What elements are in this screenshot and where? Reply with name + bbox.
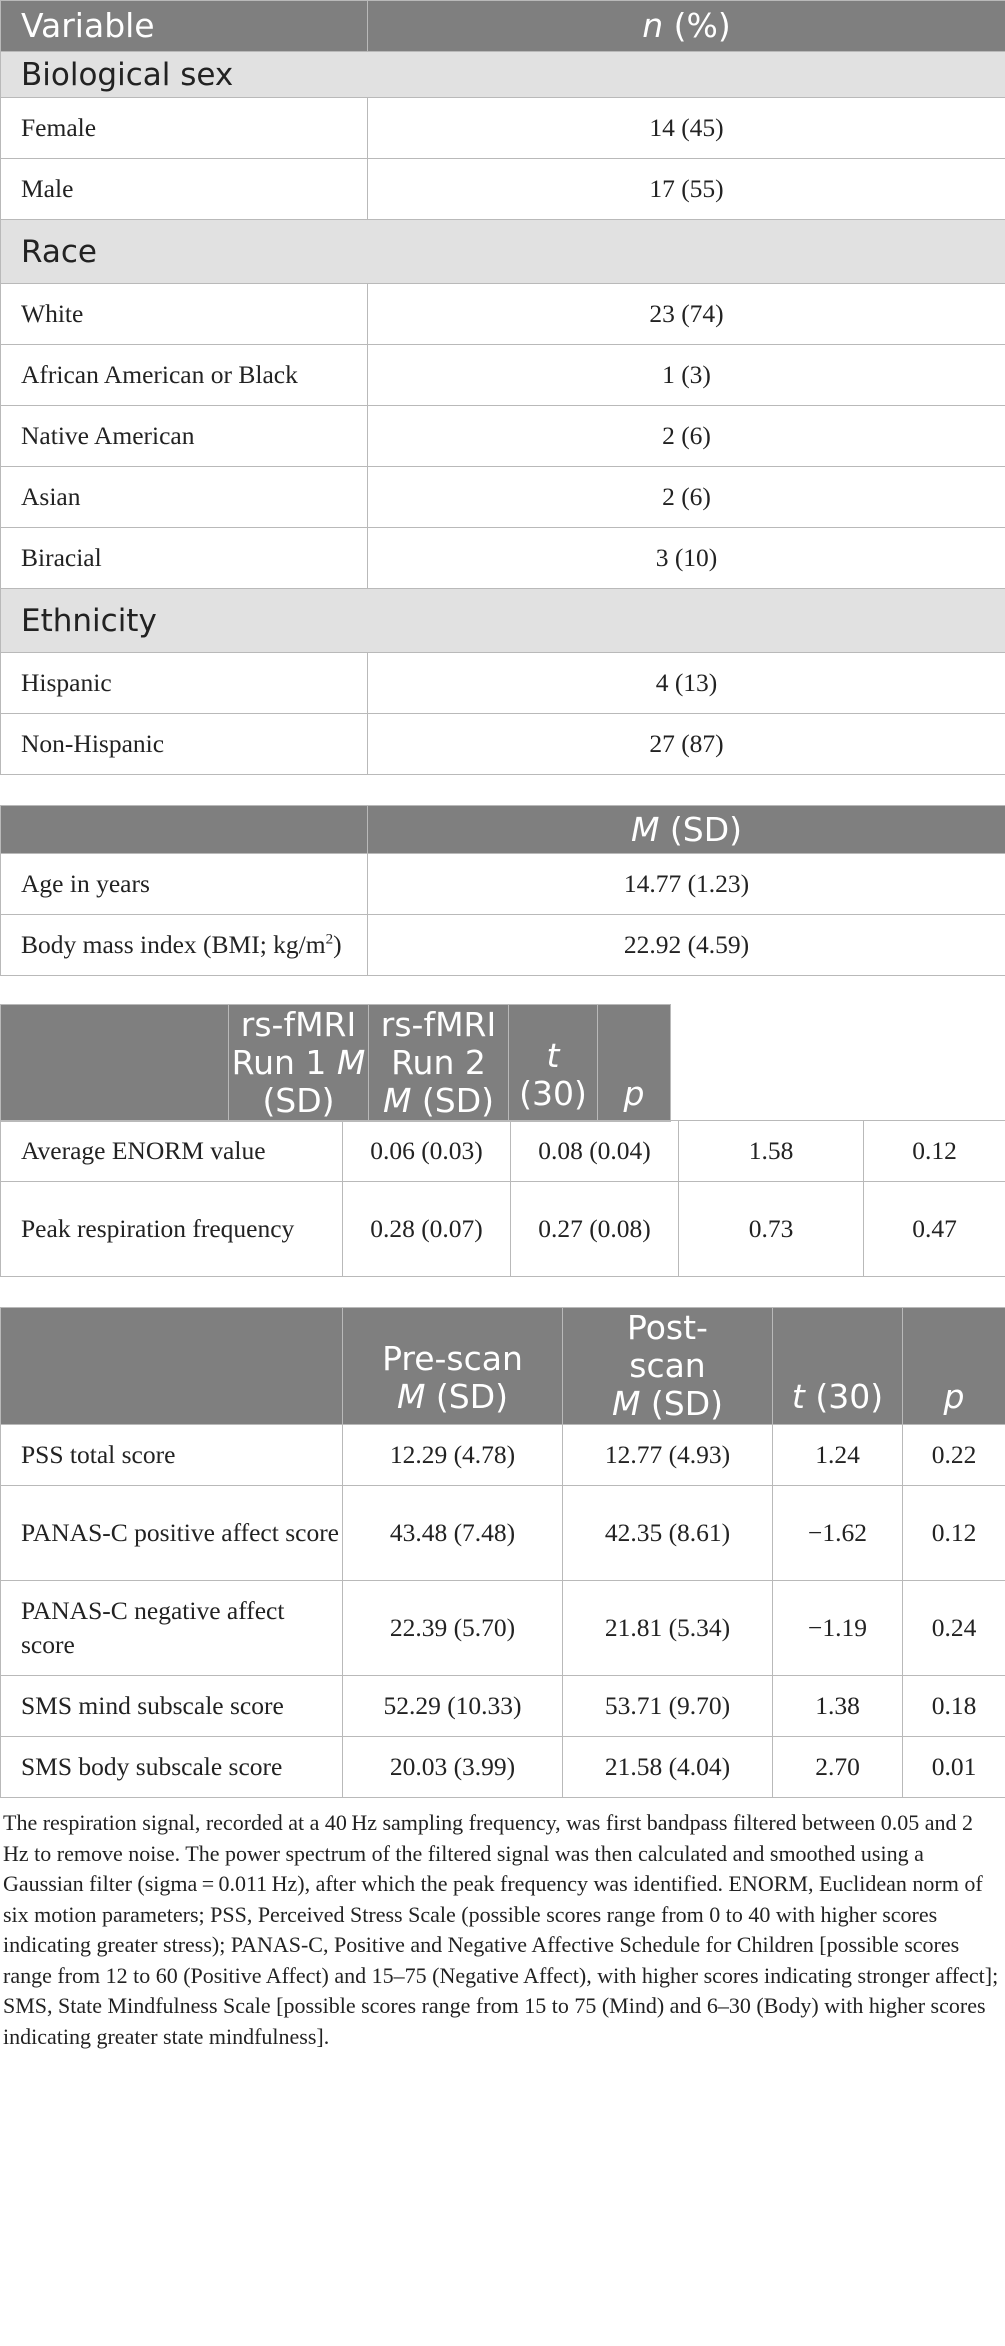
p-value: 0.24 (903, 1581, 1005, 1676)
motion-table-body (0, 1004, 1005, 1122)
pre-value: 12.29 (4.78) (343, 1425, 563, 1486)
row-label: PANAS-C negative affect score (1, 1581, 343, 1676)
post-value: 21.81 (5.34) (563, 1581, 773, 1676)
row-value: 14 (45) (368, 98, 1005, 159)
pre-scan-header: Pre-scan M (SD) (343, 1308, 563, 1425)
table-row (1, 854, 1005, 915)
table-row (1, 284, 1005, 345)
row-value: 14.77 (1.23) (368, 854, 1005, 915)
n-percent-header: n (%) (368, 1, 1005, 52)
p-header: p (598, 1005, 671, 1122)
section-title: Biological sex (1, 52, 1005, 98)
run1-header: rs-fMRI Run 1 M (SD) (229, 1005, 369, 1122)
motion-rows (0, 1120, 1005, 1277)
p-value: 0.18 (903, 1676, 1005, 1737)
table-row (1, 1581, 1005, 1676)
row-label: White (1, 284, 368, 345)
row-label: SMS mind subscale score (1, 1676, 343, 1737)
p-value: 0.22 (903, 1425, 1005, 1486)
pre-value: 52.29 (10.33) (343, 1676, 563, 1737)
table-row (1, 1486, 1005, 1581)
header-row (1, 1308, 1005, 1425)
mean-sd-header: M (SD) (368, 806, 1005, 854)
pre-value: 22.39 (5.70) (343, 1581, 563, 1676)
post-value: 21.58 (4.04) (563, 1737, 773, 1798)
t-value: 0.73 (679, 1182, 864, 1277)
p-header: p (903, 1308, 1005, 1425)
table-row (1, 1425, 1005, 1486)
table-row (1, 345, 1005, 406)
row-label: Female (1, 98, 368, 159)
row-value: 22.92 (4.59) (368, 915, 1005, 976)
table-spacer (0, 775, 1005, 805)
run1-value: 0.28 (0.07) (343, 1182, 511, 1277)
table-row (1, 159, 1005, 220)
row-value: 3 (10) (368, 528, 1005, 589)
table-row (1, 406, 1005, 467)
scores-table (0, 1307, 1005, 1798)
row-value: 2 (6) (368, 406, 1005, 467)
run1-value: 0.06 (0.03) (343, 1121, 511, 1182)
header-row (1, 1, 1005, 52)
t-header: t (30) (509, 1005, 598, 1122)
row-value: 1 (3) (368, 345, 1005, 406)
p-value: 0.47 (864, 1182, 1005, 1277)
header-row (1, 1005, 1005, 1122)
table-row (1, 714, 1005, 775)
section-row (1, 52, 1005, 98)
post-value: 42.35 (8.61) (563, 1486, 773, 1581)
row-value: 27 (87) (368, 714, 1005, 775)
t-value: 1.24 (773, 1425, 903, 1486)
row-label: Non-Hispanic (1, 714, 368, 775)
row-label: African American or Black (1, 345, 368, 406)
row-label: PSS total score (1, 1425, 343, 1486)
t-value: 1.38 (773, 1676, 903, 1737)
row-value: 23 (74) (368, 284, 1005, 345)
pre-value: 43.48 (7.48) (343, 1486, 563, 1581)
table-row (1, 1737, 1005, 1798)
row-value: 4 (13) (368, 653, 1005, 714)
t-value: −1.19 (773, 1581, 903, 1676)
anthropometrics-table (0, 805, 1005, 976)
run2-value: 0.08 (0.04) (511, 1121, 679, 1182)
demographics-table (0, 0, 1005, 775)
p-value: 0.12 (903, 1486, 1005, 1581)
table-row (1, 915, 1005, 976)
run2-value: 0.27 (0.08) (511, 1182, 679, 1277)
pre-value: 20.03 (3.99) (343, 1737, 563, 1798)
blank-header (1, 1308, 343, 1425)
p-value: 0.12 (864, 1121, 1005, 1182)
section-title: Race (1, 220, 1005, 284)
table-footnote: The respiration signal, recorded at a 40 Hz sampling frequency, was first bandpass filtered between 0.05 and 2 Hz to remove noise. The power spectrum of the filtered signal was then calculated and smoothed using a Gaussian filter (sigma = 0.011 Hz), after which the peak frequency was identified. ENORM, Euclidean norm of six motion parameters; PSS, Perceived Stress Scale (possible scores range from 0 to 40 with higher scores indicating greater stress); PANAS-C, Positive and Negative Affective Schedule for Children [possible scores range from 12 to 60 (Positive Affect) and 15–75 (Negative Affect), with higher scores indicating stronger affect]; SMS, State Mindfulness Scale [possible scores range from 15 to 75 (Mind) and 6–30 (Body) with higher scores indicating greater state mindfulness]. (3, 1810, 999, 2049)
t-value: −1.62 (773, 1486, 903, 1581)
post-value: 12.77 (4.93) (563, 1425, 773, 1486)
row-label: Age in years (1, 854, 368, 915)
row-label: Peak respiration frequency (1, 1182, 343, 1277)
table-spacer (0, 976, 1005, 1006)
table-row (1, 98, 1005, 159)
t-value: 2.70 (773, 1737, 903, 1798)
table-row (1, 1121, 1005, 1182)
t-value: 1.58 (679, 1121, 864, 1182)
row-value: 17 (55) (368, 159, 1005, 220)
section-row (1, 589, 1005, 653)
row-label: Male (1, 159, 368, 220)
table-spacer (0, 1277, 1005, 1307)
p-value: 0.01 (903, 1737, 1005, 1798)
row-label: Native American (1, 406, 368, 467)
table-row (1, 1182, 1005, 1277)
run2-header: rs-fMRI Run 2 M (SD) (369, 1005, 509, 1122)
section-title: Ethnicity (1, 589, 1005, 653)
row-label: SMS body subscale score (1, 1737, 343, 1798)
row-label: Asian (1, 467, 368, 528)
row-label: Biracial (1, 528, 368, 589)
table-row (1, 1676, 1005, 1737)
blank-header (1, 806, 368, 854)
table-row (1, 528, 1005, 589)
row-label: PANAS-C positive affect score (1, 1486, 343, 1581)
section-row (1, 220, 1005, 284)
header-row (1, 806, 1005, 854)
row-label: Body mass index (BMI; $kg/m^2$) (1, 915, 368, 976)
row-label: Average ENORM value (1, 1121, 343, 1182)
post-value: 53.71 (9.70) (563, 1676, 773, 1737)
t-header: t (30) (773, 1308, 903, 1425)
table-row (1, 467, 1005, 528)
post-scan-header: Post- scan M (SD) (563, 1308, 773, 1425)
row-label: Hispanic (1, 653, 368, 714)
table-row (1, 653, 1005, 714)
variable-header: Variable (1, 1, 368, 52)
blank-header (1, 1005, 229, 1122)
row-value: 2 (6) (368, 467, 1005, 528)
